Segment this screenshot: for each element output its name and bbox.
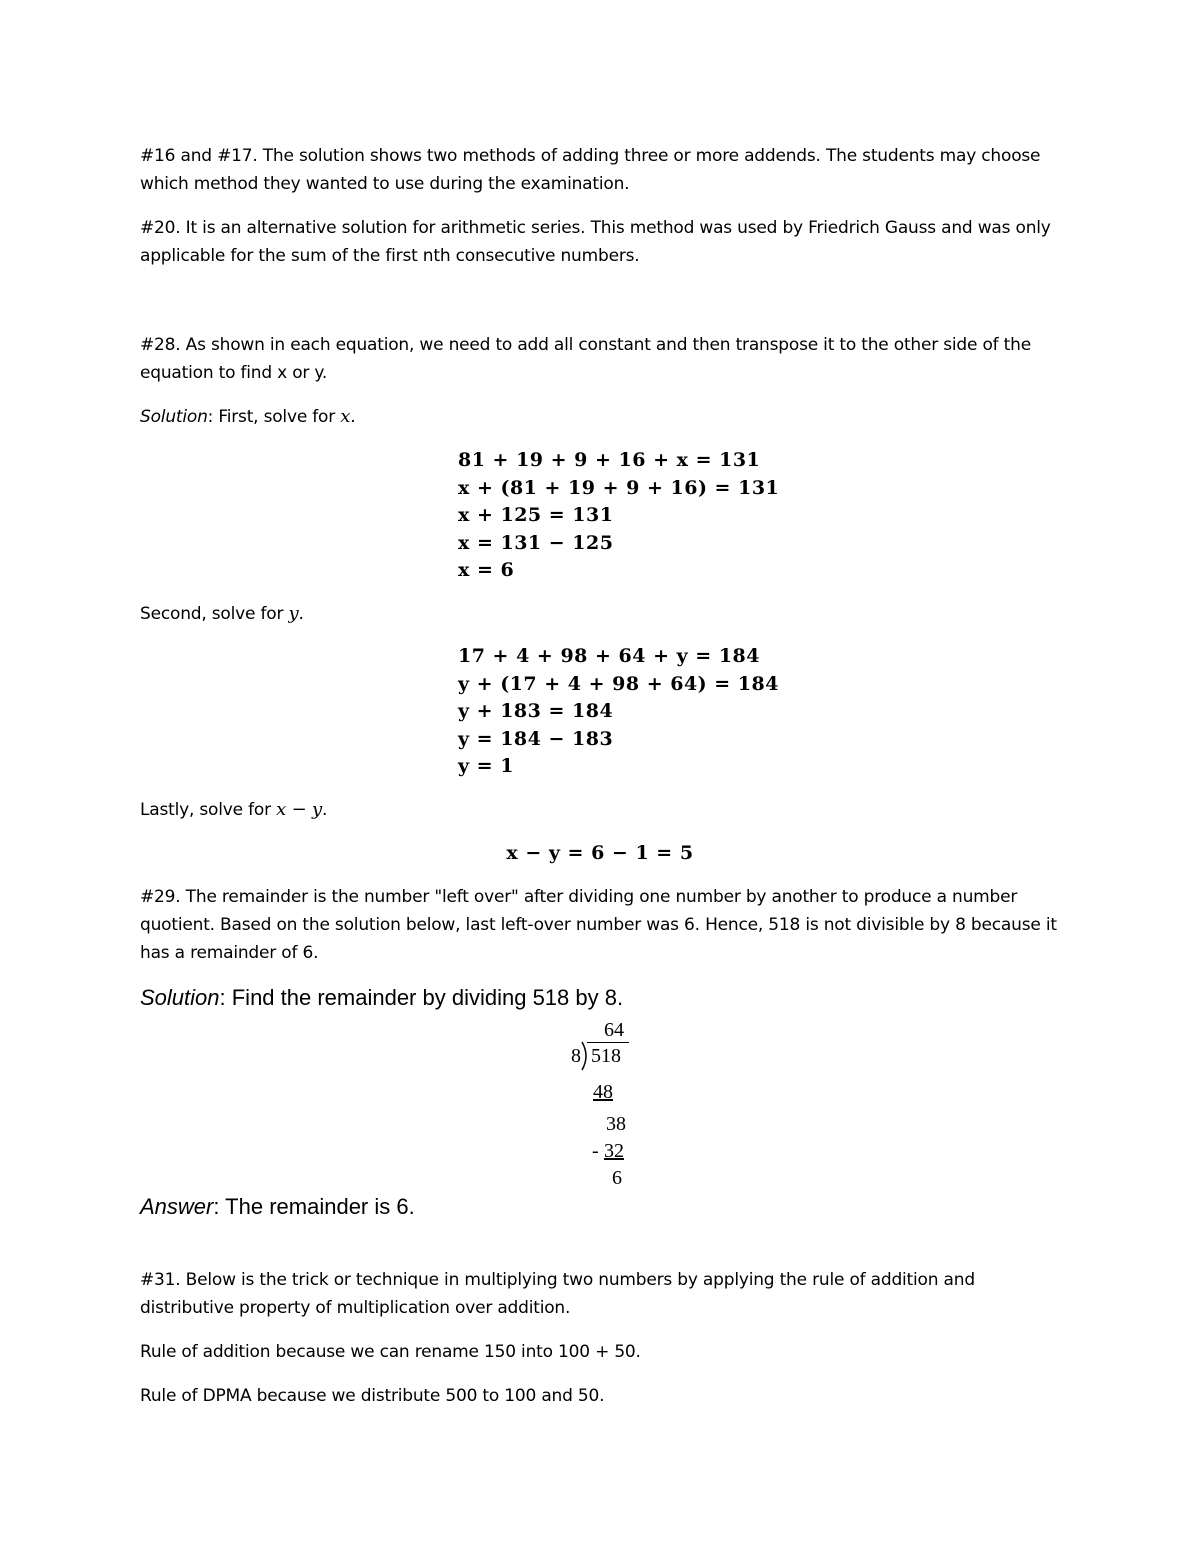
equation-y-4: y = 184 − 183 — [458, 727, 614, 750]
solve-y-end: . — [298, 604, 304, 624]
equation-xy: x − y = 6 − 1 = 5 — [506, 842, 694, 864]
solve-y-line — [140, 600, 1060, 628]
solve-x-var: x — [340, 406, 351, 427]
solve-y-var: y — [288, 603, 299, 624]
equations-x — [458, 447, 779, 585]
equation-x-5: x = 6 — [458, 559, 515, 581]
paragraph-20: #20. It is an alternative solution for arithmetic series. This method was used by Friedrich Gauss and was only applicable for the sum of the first nth consecutive numbers. — [140, 218, 1051, 266]
solve-xy-text: Lastly, solve for — [140, 800, 277, 820]
remainder-value: 6 — [612, 1167, 622, 1189]
solve-y-text: Second, solve for — [140, 604, 289, 624]
equation-y-1: 17 + 4 + 98 + 64 + y = 184 — [458, 645, 760, 667]
equation-x-1: 81 + 19 + 9 + 16 + x = 131 — [458, 449, 761, 471]
step-2-value: 38 — [606, 1113, 626, 1135]
dividend: 518 — [591, 1045, 621, 1067]
equation-y-2: y + (17 + 4 + 98 + 64) = 184 — [458, 672, 779, 695]
paragraph-16-17: #16 and #17. The solution shows two methods of adding three or more addends. The students may choose which method they wanted to use during the examination. — [140, 146, 1041, 194]
equation-x-4: x = 131 − 125 — [458, 531, 614, 554]
solve-xy-var: x − y — [276, 799, 322, 820]
equation-y-5: y = 1 — [458, 755, 514, 777]
answer-label: Answer — [140, 1194, 214, 1219]
minus-sign: - — [592, 1140, 599, 1162]
solve-xy-line — [140, 796, 1060, 824]
solve-xy-end: . — [321, 800, 328, 820]
divisor: 8 — [571, 1045, 581, 1067]
answer-line — [140, 1193, 415, 1221]
solve-x-text: : First, solve for — [207, 407, 341, 427]
solution-division-text: : Find the remainder by dividing 518 by 8. — [219, 985, 624, 1010]
answer-text: : The remainder is 6. — [213, 1194, 415, 1219]
solve-x-line — [140, 403, 1060, 431]
solution-label: Solution — [140, 407, 208, 427]
solution-division-line — [140, 984, 623, 1012]
rule-of-dpma: Rule of DPMA because we distribute 500 to 100 and 50. — [140, 1386, 605, 1406]
step-3-subtrahend: 32 — [604, 1140, 624, 1162]
solve-x-end: . — [350, 407, 356, 427]
division-bar — [587, 1042, 629, 1043]
paragraph-31: #31. Below is the trick or technique in multiplying two numbers by applying the rule of addition and distributive property of multiplication over addition. — [140, 1270, 975, 1318]
solution-division-label: Solution — [140, 985, 220, 1010]
rule-of-addition: Rule of addition because we can rename 150 into 100 + 50. — [140, 1342, 641, 1362]
equation-x-3: x + 125 = 131 — [458, 504, 614, 526]
equation-x-2: x + (81 + 19 + 9 + 16) = 131 — [458, 476, 780, 499]
paragraph-29: #29. The remainder is the number "left over" after dividing one number by another to produce a number quotient. Based on the solution below, last left-over number was 6. Hence, 518 is not divisible by 8 because it has a remainder of 6. — [140, 887, 1057, 963]
step-1-subtrahend: 48 — [593, 1081, 613, 1103]
quotient: 64 — [604, 1019, 624, 1041]
equations-y — [458, 643, 779, 781]
equation-y-3: y + 183 = 184 — [458, 700, 614, 722]
paragraph-28: #28. As shown in each equation, we need to add all constant and then transpose it to the other side of the equation to find x or y. — [140, 335, 1031, 383]
